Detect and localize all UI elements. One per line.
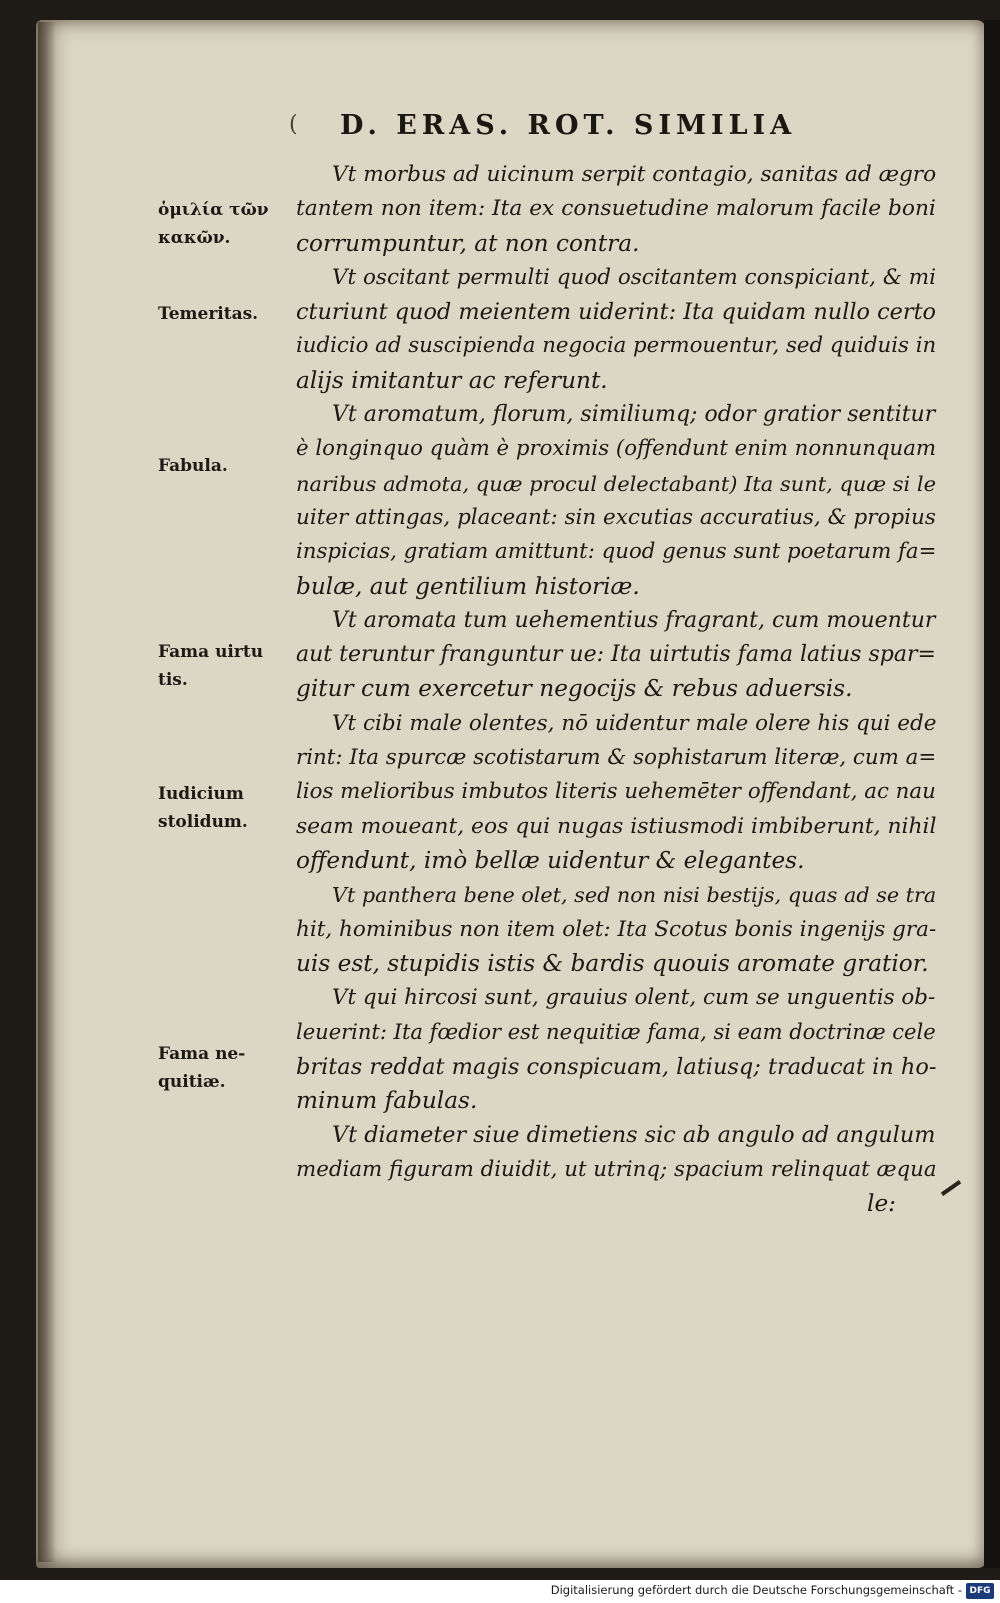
text-line: bulæ, aut gentilium historiæ.	[296, 572, 640, 600]
text-line: cturiunt quod meientem uiderint: Ita quidam nullo certo	[296, 299, 937, 326]
text-line: le:	[867, 1189, 896, 1217]
text-line: seam moueant, eos qui nugas istiusmodi imbiberunt, nihil	[296, 813, 937, 839]
marginal-note-line: Temeritas.	[158, 304, 259, 324]
page-gutter-shadow	[38, 22, 56, 1562]
text-line: inspicias, gratiam amittunt: quod genus sunt poetarum fa=	[296, 539, 937, 565]
text-line: leuerint: Ita fœdior est nequitiæ fama, si eam doctrinæ cele	[296, 1019, 936, 1045]
marginal-note-line: tis.	[158, 670, 188, 690]
text-line: aut teruntur franguntur ue: Ita uirtutis fama latius spar=	[296, 642, 936, 668]
text-line: lios melioribus imbutos literis uehemēter offendant, ac nau	[296, 779, 936, 805]
text-line: Vt aromata tum uehementius fragrant, cum mouentur	[332, 607, 936, 633]
footer-bar	[0, 1580, 1000, 1603]
marginal-note	[158, 452, 298, 480]
marginal-note	[158, 1040, 298, 1096]
text-line: iudicio ad suscipienda negocia permouentur, sed quiduis in	[296, 333, 937, 359]
text-line: è longinquo quàm è proximis (offendunt enim nonnunquam	[296, 436, 937, 462]
body-text	[296, 158, 936, 1221]
marginal-note	[158, 780, 298, 836]
text-line: uiter attingas, placeant: sin excutias accuratius, & propius	[296, 504, 936, 530]
text-line: Vt panthera bene olet, sed non nisi bestijs, quas ad se tra	[332, 883, 937, 908]
text-line: mediam figuram diuidit, ut utrinq; spacium relinquat æqua	[296, 1156, 937, 1182]
text-line: uis est, stupidis istis & bardis quouis aromate gratior.	[296, 949, 929, 977]
text-line: offendunt, imò bellæ uidentur & elegantes.	[296, 846, 805, 874]
text-line: corrumpuntur, at non contra.	[296, 229, 640, 257]
marginal-note-line: Fama ne-	[158, 1044, 246, 1064]
text-line: alijs imitantur ac referunt.	[296, 366, 608, 394]
footer-credit: Digitalisierung gefördert durch die Deutsche Forschungsgemeinschaft -	[550, 1583, 962, 1597]
marginal-note	[158, 196, 298, 252]
marginal-note-line: quitiæ.	[158, 1072, 226, 1092]
text-line: tantem non item: Ita ex consuetudine malorum facile boni	[296, 196, 936, 222]
text-line: britas reddat magis conspicuam, latiusq; traducat in ho-	[296, 1053, 937, 1080]
marginal-note-line: κακῶν.	[158, 228, 231, 248]
header-mark: (	[289, 112, 298, 137]
text-line: Vt morbus ad uicinum serpit contagio, sanitas ad ægro	[332, 162, 937, 187]
marginal-note	[158, 638, 298, 694]
page-right-edge	[984, 20, 1000, 1568]
marginal-note-line: Fama uirtu	[158, 642, 264, 662]
text-line: Vt oscitant permulti quod oscitantem conspiciant, & mi	[332, 264, 937, 290]
marginal-note	[158, 300, 298, 328]
running-title: D. ERAS. ROT. SIMILIA	[340, 110, 797, 141]
text-line: Vt qui hircosi sunt, grauius olent, cum se unguentis ob-	[332, 985, 936, 1011]
marginal-note-line: Fabula.	[158, 456, 228, 476]
text-line: Vt diameter siue dimetiens sic ab angulo ad angulum	[332, 1122, 936, 1149]
marginal-note-line: Iudicium	[158, 784, 244, 804]
text-line: Vt aromatum, florum, similiumq; odor gratior sentitur	[332, 402, 936, 428]
marginal-note-line: stolidum.	[158, 812, 248, 832]
text-line: minum fabulas.	[296, 1087, 478, 1115]
text-line: rint: Ita spurcæ scotistarum & sophistarum literæ, cum a=	[296, 745, 937, 771]
text-line: naribus admota, quæ procul delectabant) Ita sunt, quæ si le	[296, 471, 937, 496]
text-line: gitur cum exercetur negocijs & rebus aduersis.	[296, 675, 853, 703]
text-line: hit, hominibus non item olet: Ita Scotus bonis ingenijs gra-	[296, 916, 937, 942]
marginal-note-line: ὁμιλία τῶν	[158, 200, 269, 220]
dfg-logo: DFG	[966, 1583, 994, 1599]
text-line: Vt cibi male olentes, nō uidentur male olere his qui ede	[332, 710, 937, 736]
